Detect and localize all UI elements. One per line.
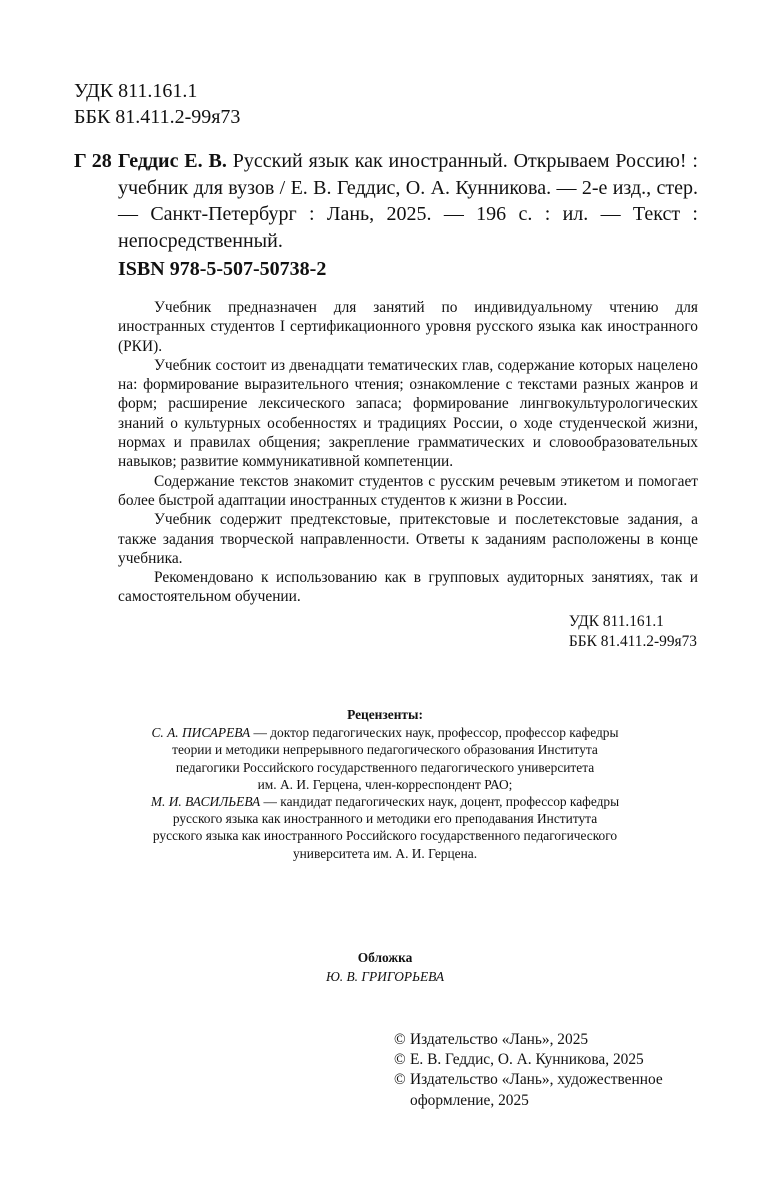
cover-designer: Ю. В. ГРИГОРЬЕВА [325, 969, 445, 984]
copyright-text: Е. В. Геддис, О. А. Кунникова, 2025 [410, 1051, 644, 1069]
reviewer-2-line: русского языка как иностранного Российского государственного педагогического [152, 828, 618, 844]
bbk-code-bottom: ББК 81.411.2-99я73 [568, 633, 697, 650]
reviewer-2-text: — кандидат педагогических наук, доцент, профессор кафедры [260, 794, 620, 810]
biblio-description: Русский язык как иностранный. Открываем Россию! : учебник для вузов / Е. В. Геддис, О. А. Кунникова. — 2-е изд., стер. — Санкт-Петербург : Лань, 2025. — 196 с. : ил. — Текст : непосредственный. [118, 150, 698, 252]
classification-block-top [74, 78, 240, 130]
reviewers-block [100, 706, 670, 862]
copyright-icon: © [394, 1031, 406, 1048]
copyright-icon: © [394, 1071, 406, 1089]
cover-credit [100, 948, 670, 986]
annotation-paragraph: Учебник предназначен для занятий по индивидуальному чтению для иностранных студентов I сертификационного уровня русского языка как иностранного (РКИ). [118, 299, 698, 355]
annotation-paragraph: Учебник содержит предтекстовые, притекстовые и послетекстовые задания, а также задания творческой направленности. Ответы к заданиям расположены в конце учебника. [118, 511, 698, 567]
author-mark: Г 28 [74, 150, 112, 172]
copyright-item [394, 1030, 700, 1050]
cover-title: Обложка [357, 950, 413, 965]
reviewer-1-line: им. А. И. Герцена, член-корреспондент РАО; [257, 776, 513, 792]
bbk-code: ББК 81.411.2-99я73 [74, 106, 241, 128]
reviewer-2-name: М. И. ВАСИЛЬЕВА [150, 794, 261, 810]
reviewer-1-line: педагогики Российского государственного педагогического университета [175, 759, 595, 775]
udk-code-bottom: УДК 811.161.1 [568, 613, 664, 630]
reviewer-2-line: университета им. А. И. Герцена. [292, 845, 478, 861]
isbn: ISBN 978-5-507-50738-2 [118, 258, 327, 280]
classification-block-bottom [569, 612, 697, 652]
copyright-text: Издательство «Лань», 2025 [410, 1031, 589, 1048]
annotation-paragraph: Содержание текстов знакомит студентов с русским речевым этикетом и помогает более быстрой адаптации иностранных студентов к жизни в России. [118, 472, 698, 509]
reviewer-1-name: С. А. ПИСАРЕВА [151, 725, 251, 741]
bibliographic-record [118, 148, 698, 254]
copyright-block [394, 1030, 700, 1111]
copyright-icon: © [394, 1051, 406, 1069]
reviewers-title: Рецензенты: [347, 707, 423, 722]
reviewer-1-line: теории и методики непрерывного педагогического образования Института [172, 742, 598, 758]
copyright-item [394, 1070, 700, 1110]
reviewer-1-text: — доктор педагогических наук, профессор, профессор кафедры [250, 725, 619, 741]
reviewer-2-line [100, 793, 670, 810]
udk-code: УДК 811.161.1 [74, 80, 198, 102]
copyright-text: Издательство «Лань», художественное оформление, 2025 [410, 1071, 663, 1109]
copyright-item [394, 1050, 700, 1070]
reviewer-2-line: русского языка как иностранного и методики его преподавания Института [172, 811, 598, 827]
annotation-paragraph: Учебник состоит из двенадцати тематических глав, содержание которых нацелено на: формирование выразительного чтения; ознакомление с текстами разных жанров и форм; расширение лексического запаса; формирование лингвокультурологических знаний о культурных особенностях и традициях России, о ходе студенческой жизни, нормах и правилах общения; закрепление грамматических и словообразовательных навыков; развитие коммуникативной компетенции. [118, 356, 698, 471]
annotation-paragraph: Рекомендовано к использованию как в групповых аудиторных занятиях, так и самостоятельном обучении. [118, 569, 698, 606]
reviewer-1-line [100, 724, 670, 741]
annotation [118, 298, 698, 607]
biblio-author: Геддис Е. В. [118, 150, 227, 172]
